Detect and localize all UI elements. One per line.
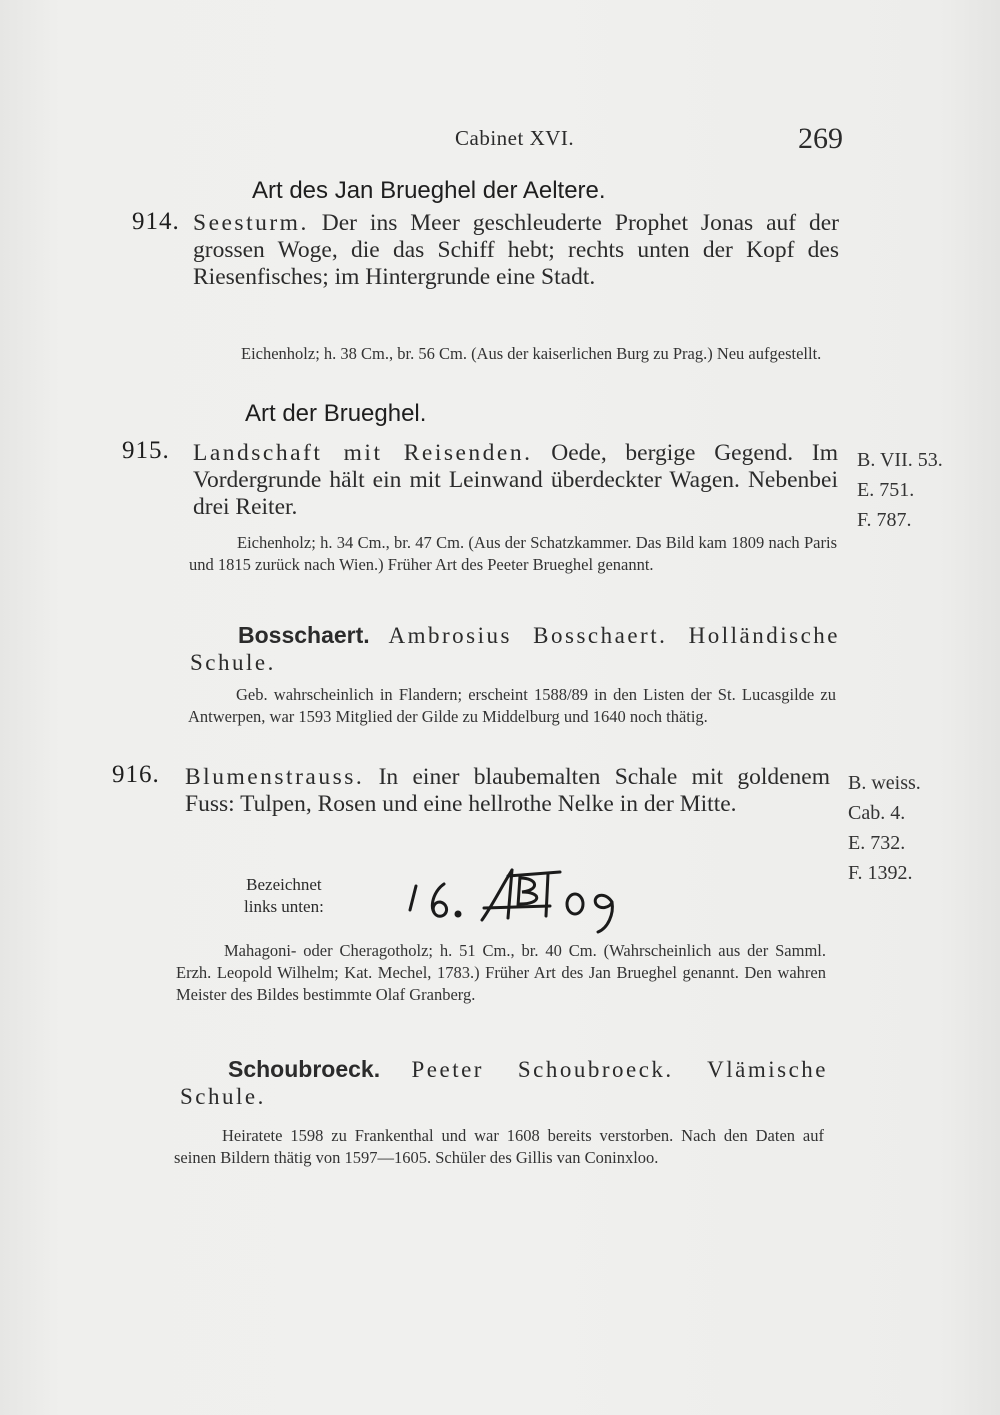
artist-heading [180,1056,828,1110]
inventory-ref: E. 751. [857,479,915,501]
section-heading: Art des Jan Brueghel der Aeltere. [252,177,606,204]
artist-heading [190,622,840,676]
entry-text: Oede, bergige Gegend. Im Vordergrunde hält ein mit Leinwand überdeckter Wagen. Nebenbei drei Reiter. [193,440,839,520]
entry-description [193,440,838,521]
signature-label: Bezeichnet links unten: [244,875,324,916]
inventory-ref: F. 1392. [848,862,913,884]
inventory-ref: E. 732. [848,832,906,854]
inventory-ref: B. VII. 53. [857,449,943,471]
page-number: 269 [798,122,843,155]
inventory-ref: Cab. 4. [848,802,906,824]
entry-title: Seesturm. [193,210,309,236]
artist-biography: Heiratete 1598 zu Frankenthal und war 1608 bereits verstorben. Nach den Daten auf seinen Bildern thätig von 1597—1605. Schüler des Gillis van Coninxloo. [174,1126,824,1167]
entry-note: Mahagoni- oder Cheragotholz; h. 51 Cm., br. 40 Cm. (Wahrscheinlich aus der Samml. Erzh. Leopold Wilhelm; Kat. Mechel, 1783.) Früher Art des Jan Brueghel genannt. Den wahren Meister des Bildes bestimmte Olaf Granberg. [176,941,826,1004]
entry-description [193,210,839,291]
page-header [0,122,1000,162]
artist-description: Ambrosius Bosschaert. Holländische Schule. [190,623,840,675]
inventory-references [848,768,921,888]
artist-description: Peeter Schoubroeck. Vlämische Schule. [180,1057,829,1109]
entry-number: 915. [122,437,170,464]
entry-title: Blumenstrauss. [185,764,365,790]
entry-number: 916. [112,761,160,788]
entry-title: Landschaft mit Reisenden. [193,440,533,466]
inventory-ref: B. weiss. [848,772,921,794]
entry-note: Eichenholz; h. 38 Cm., br. 56 Cm. (Aus der kaiserlichen Burg zu Prag.) Neu aufgestellt. [241,344,822,363]
entry-note: Eichenholz; h. 34 Cm., br. 47 Cm. (Aus der Schatzkammer. Das Bild kam 1809 nach Paris und 1815 zurück nach Wien.) Früher Art des Peeter Brueghel genannt. [189,533,837,574]
artist-biography: Geb. wahrscheinlich in Flandern; erscheint 1588/89 in den Listen der St. Lucasgilde zu Antwerpen, war 1593 Mitglied der Gilde zu Middelburg und 1640 noch thätig. [188,685,836,726]
entry-description [185,764,830,818]
entry-text: In einer blaubemalten Schale mit goldenem Fuss: Tulpen, Rosen und eine hellrothe Nelke in der Mitte. [185,764,830,817]
section-heading: Art der Brueghel. [245,400,427,427]
running-head: Cabinet XVI. [455,126,575,150]
entry-text: Der ins Meer geschleuderte Prophet Jonas auf der grossen Woge, die das Schiff hebt; rechts unten der Kopf des Riesenfisches; im Hintergrunde eine Stadt. [193,210,840,290]
artist-name: Bosschaert. [238,622,370,648]
signature-monogram [400,856,630,936]
artist-name: Schoubroeck. [228,1056,381,1082]
inventory-ref: F. 787. [857,509,912,531]
entry-number: 914. [132,208,180,235]
inventory-references [857,445,943,535]
